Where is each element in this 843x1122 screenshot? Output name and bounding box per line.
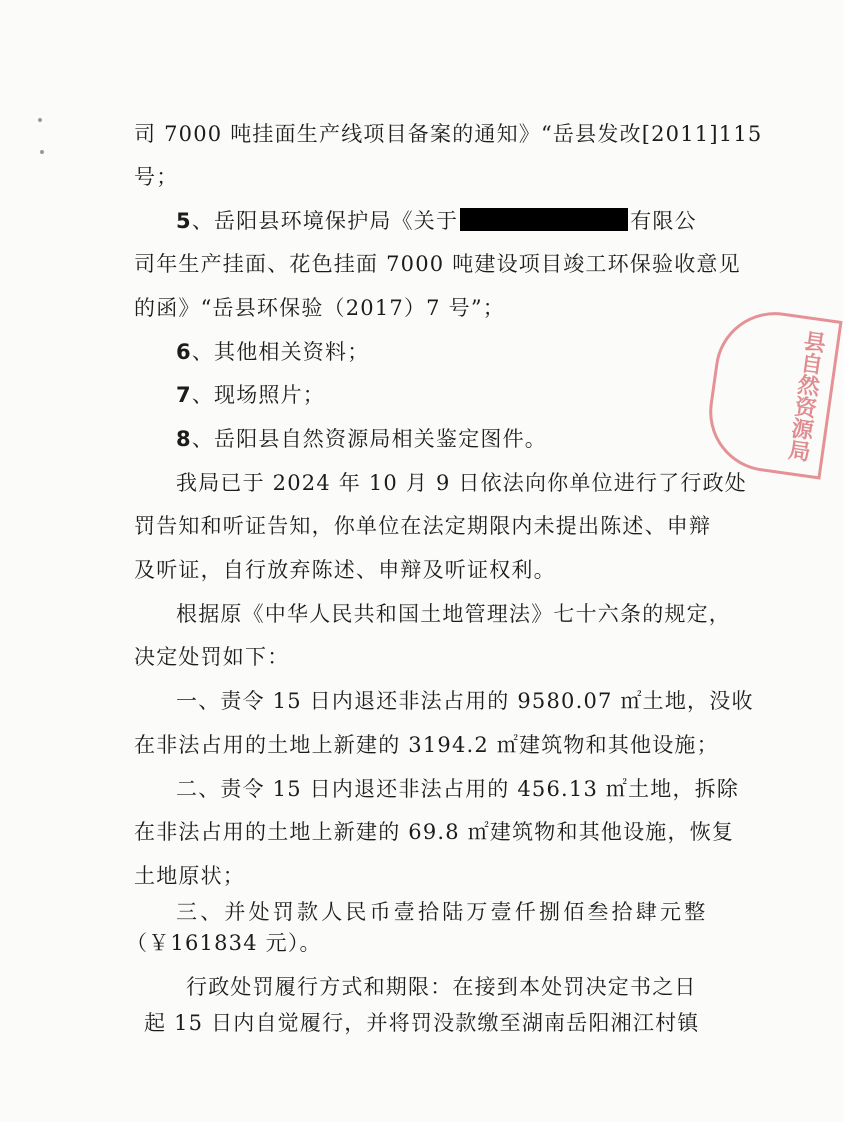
item-text: 、岳阳县环境保护局《关于 [191, 209, 459, 233]
list-item-6 [176, 338, 369, 366]
text-line: 三、并处罚款人民币壹拾陆万壹仟捌佰叁拾肆元整 [176, 900, 709, 924]
list-item-8 [176, 425, 547, 453]
scan-speck [38, 118, 42, 122]
text-line: 决定处罚如下： [134, 645, 290, 669]
text-line: 罚告知和听证告知，你单位在法定期限内未提出陈述、申辩 [134, 514, 712, 538]
text-line: 一、责令 15 日内退还非法占用的 9580.07 ㎡土地，没收 [176, 689, 754, 713]
text-line: 号； [134, 165, 179, 189]
item-text: 、现场照片； [191, 383, 326, 407]
list-item-5 [176, 207, 697, 235]
text-line: 土地原状； [134, 864, 245, 888]
item-text: 有限公 [630, 209, 697, 233]
text-line: 在非法占用的土地上新建的 3194.2 ㎡建筑物和其他设施； [134, 733, 719, 757]
item-text: 、其他相关资料； [191, 340, 370, 364]
text-line: 在非法占用的土地上新建的 69.8 ㎡建筑物和其他设施，恢复 [134, 820, 735, 844]
text-line: 根据原《中华人民共和国土地管理法》七十六条的规定， [176, 602, 731, 626]
list-item-7 [176, 381, 325, 409]
text-line: （￥161834 元）。 [126, 931, 322, 955]
item-number: 7 [176, 383, 192, 407]
item-number: 6 [176, 340, 192, 364]
redaction-bar [460, 208, 628, 231]
item-number: 5 [176, 209, 192, 233]
official-seal: 县自然资源局 [701, 304, 842, 479]
text-line: 司年生产挂面、花色挂面 7000 吨建设项目竣工环保验收意见 [134, 252, 741, 276]
text-line: 我局已于 2024 年 10 月 9 日依法向你单位进行了行政处 [176, 471, 747, 495]
text-line: 的函》“岳县环保验（2017）7 号”； [134, 296, 505, 320]
scan-speck [40, 150, 44, 154]
text-line: 及听证，自行放弃陈述、申辩及听证权利。 [134, 558, 556, 582]
item-number: 8 [176, 427, 192, 451]
item-text: 、岳阳县自然资源局相关鉴定图件。 [191, 427, 548, 451]
text-line: 行政处罚履行方式和期限：在接到本处罚决定书之日 [186, 975, 697, 999]
text-line: 起 15 日内自觉履行，并将罚没款缴至湖南岳阳湘江村镇 [144, 1011, 700, 1035]
text-line: 二、责令 15 日内退还非法占用的 456.13 ㎡土地，拆除 [176, 777, 740, 801]
text-line: 司 7000 吨挂面生产线项目备案的通知》“岳县发改[2011]115 [134, 122, 763, 146]
